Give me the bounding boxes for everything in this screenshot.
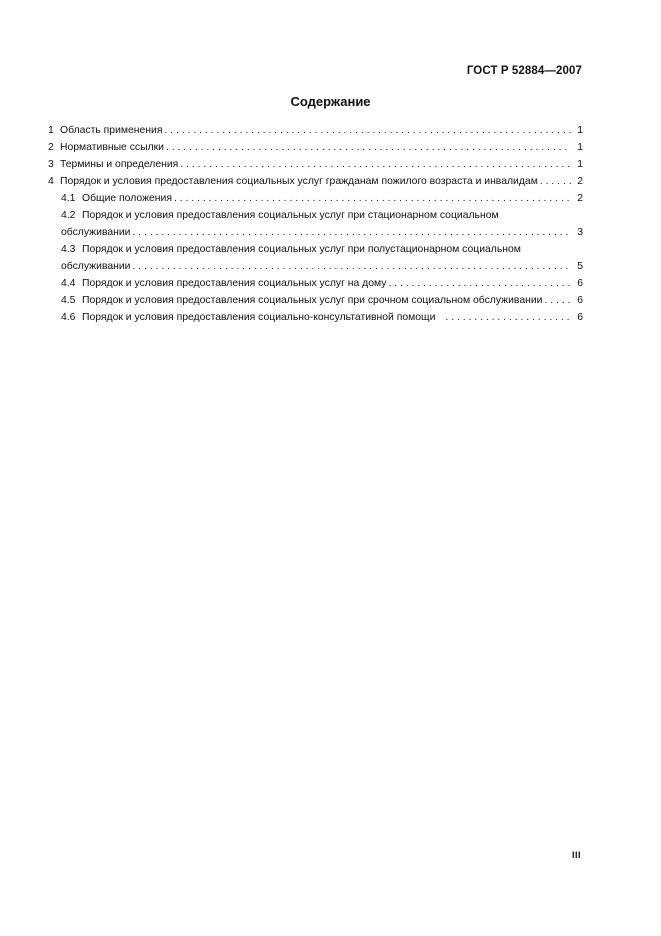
toc-entry-page: 1	[577, 125, 583, 136]
toc-entry-4-6[interactable]	[48, 309, 583, 326]
toc-entry-page: 6	[577, 295, 583, 306]
toc-entry-4[interactable]	[48, 173, 583, 190]
dot-leader	[388, 275, 571, 292]
toc-entry-label: Общие положения	[82, 193, 172, 204]
toc-entry-number: 4	[48, 176, 54, 187]
dot-leader	[180, 156, 571, 173]
toc-entry-4-2[interactable]	[48, 207, 583, 241]
toc-entry-1[interactable]	[48, 122, 583, 139]
toc-entry-number: 4.3	[61, 244, 76, 255]
toc-title: Содержание	[290, 94, 371, 109]
toc-entry-page: 2	[577, 176, 583, 187]
dot-leader	[132, 224, 571, 241]
toc-entry-label-line2: обслуживании	[61, 227, 131, 238]
toc-entry-label-line1: Порядок и условия предоставления социальных услуг при стационарном социальном	[82, 210, 499, 221]
toc-entry-number: 1	[48, 125, 54, 136]
toc-entry-number: 4.5	[61, 295, 76, 306]
toc-entry-number: 4.6	[61, 312, 76, 323]
toc-entry-page: 2	[577, 193, 583, 204]
toc-entry-label: Порядок и условия предоставления социальных услуг при срочном социальном обслуживании	[82, 295, 543, 306]
toc-entry-page: 1	[577, 159, 583, 170]
toc-entry-3[interactable]	[48, 156, 583, 173]
toc-entry-label-line1: Порядок и условия предоставления социальных услуг при полустационарном социальном	[82, 244, 521, 255]
dot-leader	[174, 190, 571, 207]
dot-leader	[540, 173, 572, 190]
page-number: III	[571, 850, 581, 860]
dot-leader	[166, 139, 571, 156]
toc-entry-2[interactable]	[48, 139, 583, 156]
toc-entry-label: Термины и определения	[60, 159, 179, 170]
toc-entry-4-4[interactable]	[48, 275, 583, 292]
toc-entry-4-5[interactable]	[48, 292, 583, 309]
toc-entry-number: 4.4	[61, 278, 76, 289]
toc-entry-label: Область применения	[60, 125, 163, 136]
toc-entry-page: 6	[577, 278, 583, 289]
toc-entry-page: 3	[577, 227, 583, 238]
toc-entry-number: 2	[48, 142, 54, 153]
dot-leader	[164, 122, 571, 139]
table-of-contents	[48, 122, 583, 326]
toc-entry-4-3[interactable]	[48, 241, 583, 275]
toc-entry-label: Порядок и условия предоставления социальных услуг гражданам пожилого возраста и инвалидам	[60, 176, 538, 187]
dot-leader	[132, 258, 571, 275]
toc-entry-page: 5	[577, 261, 583, 272]
toc-entry-number: 3	[48, 159, 54, 170]
toc-entry-page: 1	[577, 142, 583, 153]
toc-entry-label: Порядок и условия предоставления социальных услуг на дому	[82, 278, 387, 289]
dot-leader	[445, 309, 571, 326]
toc-entry-label: Порядок и условия предоставления социально-консультативной помощи	[82, 312, 436, 323]
toc-entry-number: 4.2	[61, 210, 76, 221]
toc-entry-label: Нормативные ссылки	[60, 142, 164, 153]
toc-entry-4-1[interactable]	[48, 190, 583, 207]
document-code: ГОСТ Р 52884—2007	[466, 65, 582, 77]
toc-entry-page: 6	[577, 312, 583, 323]
dot-leader	[544, 292, 572, 309]
toc-entry-number: 4.1	[61, 193, 76, 204]
toc-entry-label-line2: обслуживании	[61, 261, 131, 272]
